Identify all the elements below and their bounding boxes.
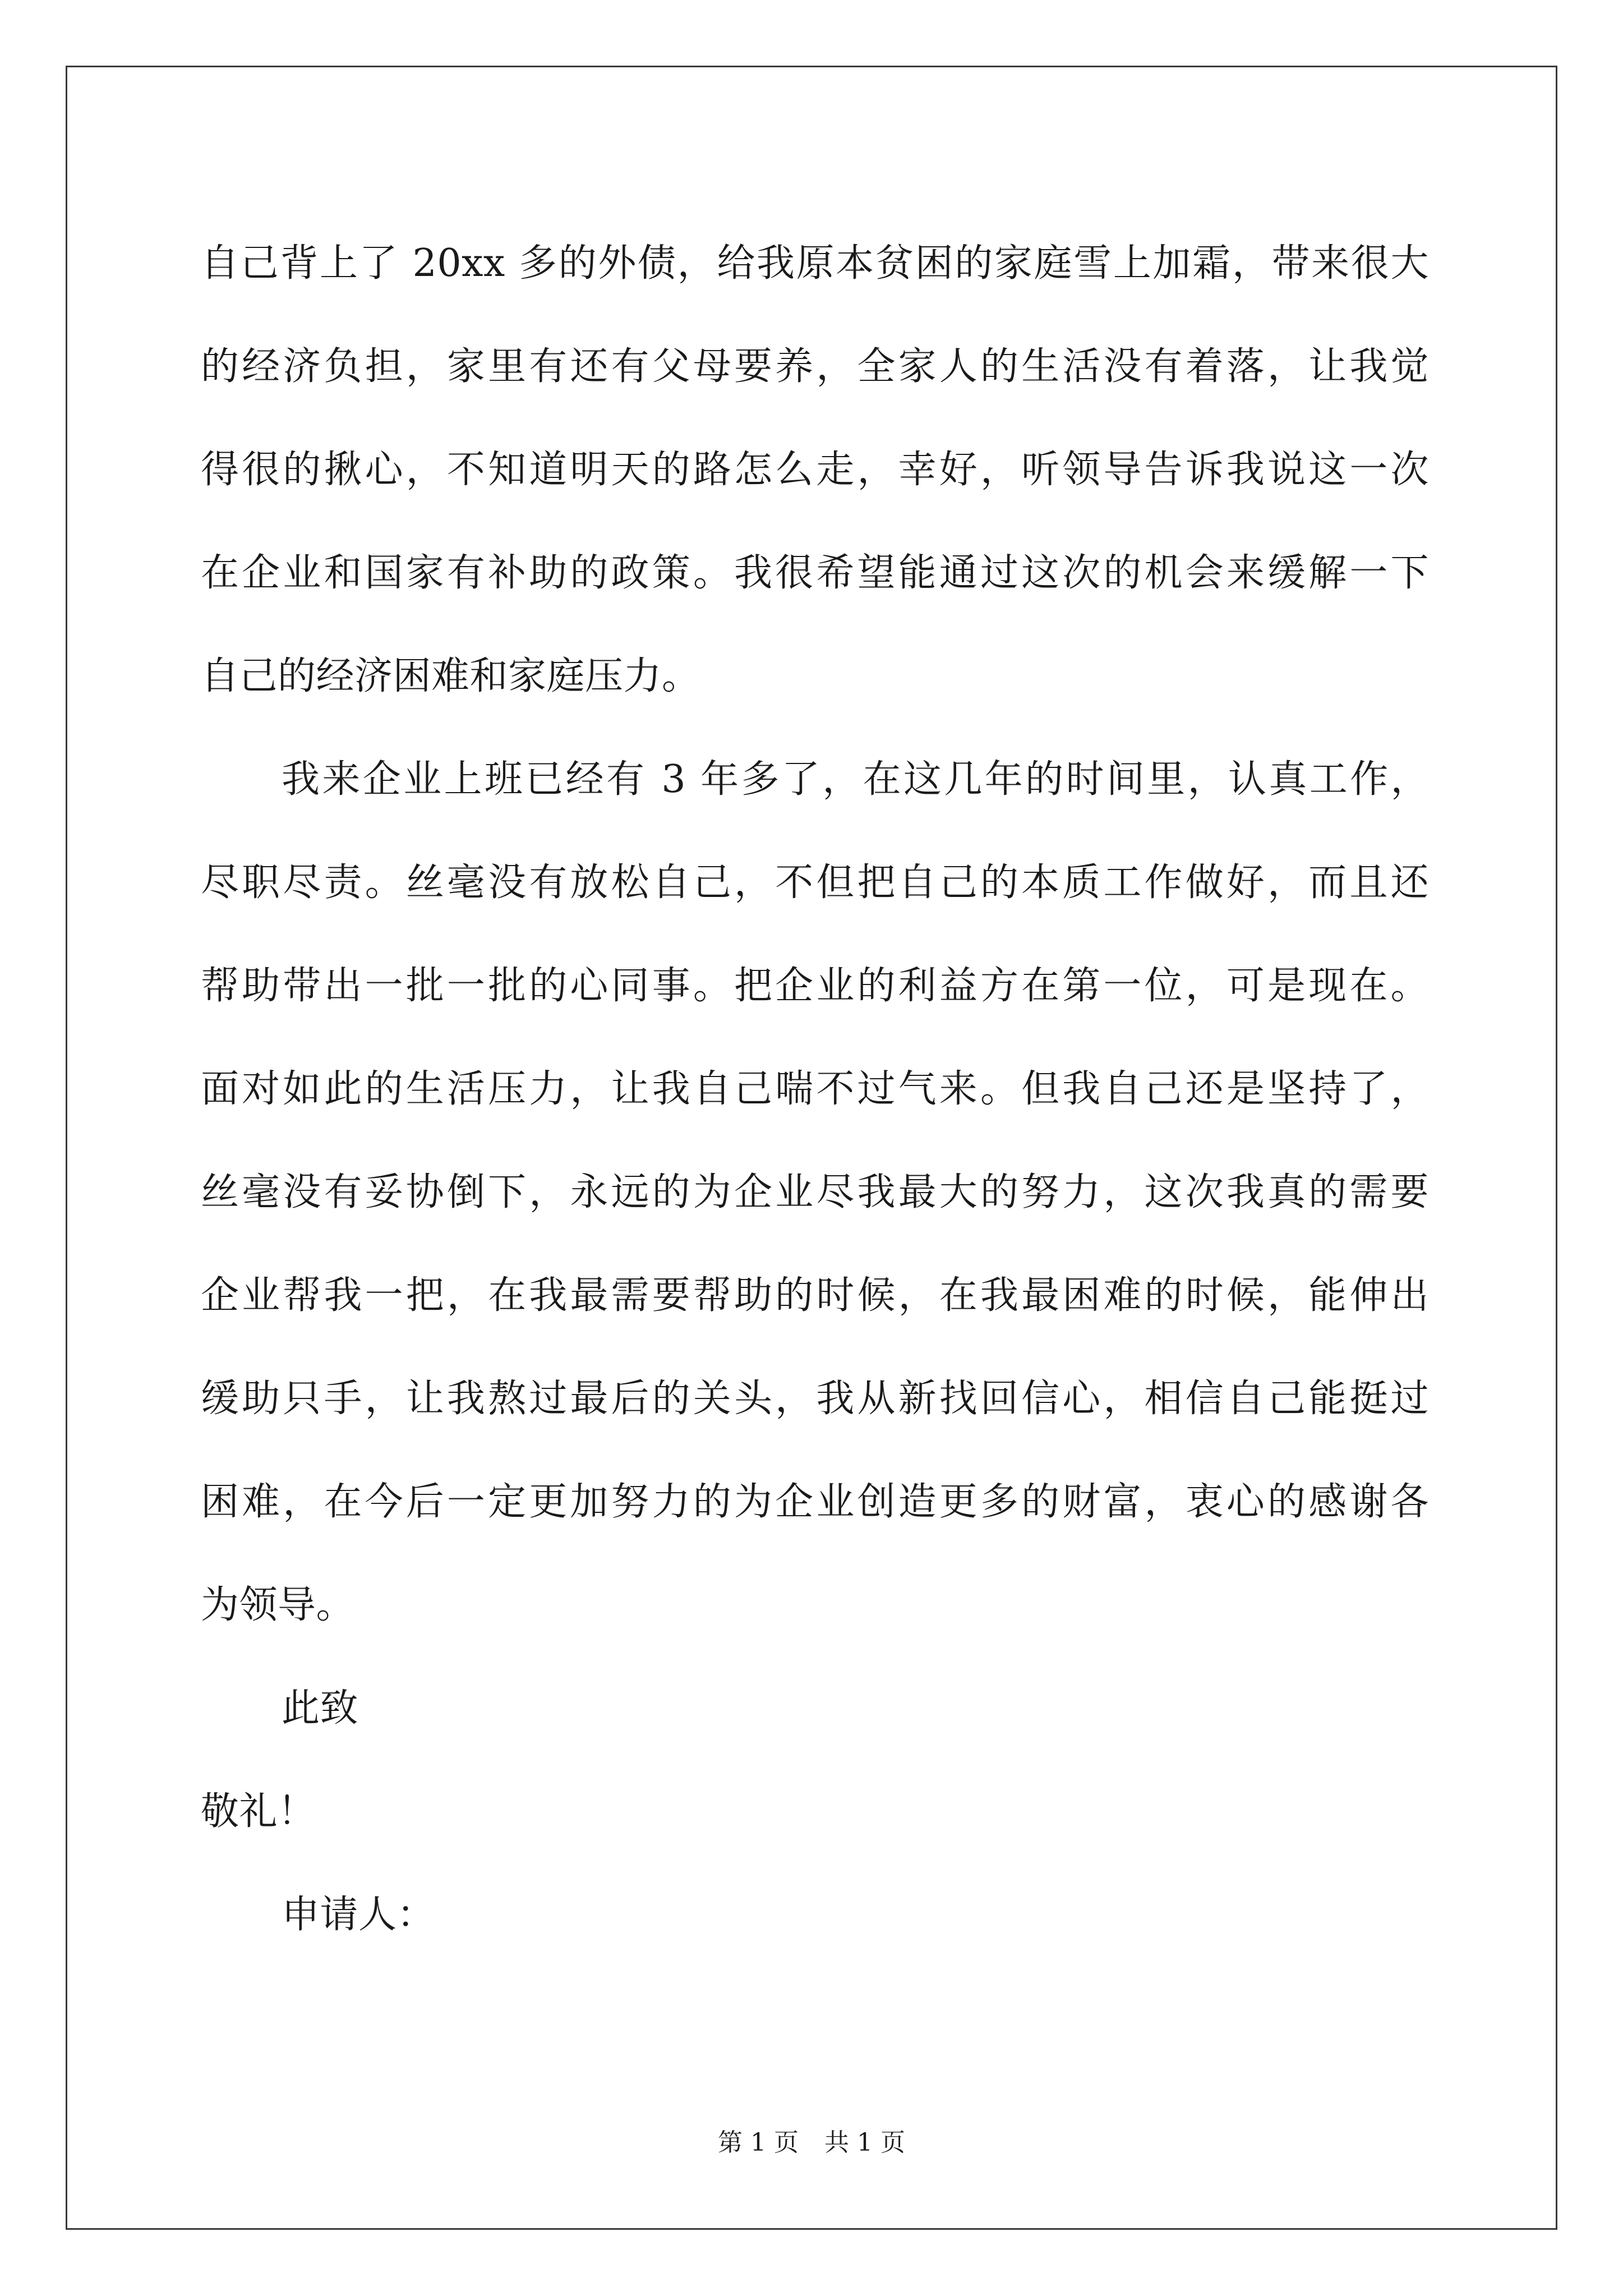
text-line: 的经济负担，家里有还有父母要养，全家人的生活没有着落，让我觉 <box>201 344 1429 389</box>
closing-regards: 敬礼！ <box>201 1789 316 1834</box>
text-line: 帮助带出一批一批的心同事。把企业的利益方在第一位，可是现在。 <box>201 964 1429 1008</box>
closing-salutation: 此致 <box>282 1686 359 1731</box>
text-line: 企业帮我一把，在我最需要帮助的时候，在我最困难的时候，能伸出 <box>201 1273 1429 1318</box>
page-total: 共 1 页 <box>824 2128 905 2157</box>
text-line: 自己的经济困难和家庭压力。 <box>201 654 700 698</box>
text-line: 丝毫没有妥协倒下，永远的为企业尽我最大的努力，这次我真的需要 <box>201 1170 1429 1214</box>
page-number: 第 1 页 <box>718 2128 799 2157</box>
text-line: 在企业和国家有补助的政策。我很希望能通过这次的机会来缓解一下 <box>201 551 1429 595</box>
applicant-signature-label: 申请人： <box>282 1893 436 1937</box>
page-footer <box>0 2126 1623 2160</box>
text-line: 为领导。 <box>201 1583 355 1627</box>
text-line: 面对如此的生活压力，让我自己喘不过气来。但我自己还是坚持了， <box>201 1067 1429 1111</box>
letter-body <box>201 212 1429 1967</box>
text-line: 困难，在今后一定更加努力的为企业创造更多的财富，衷心的感谢各 <box>201 1480 1429 1524</box>
text-line: 得很的揪心，不知道明天的路怎么走，幸好，听领导告诉我说这一次 <box>201 448 1429 492</box>
text-line: 缓助只手，让我熬过最后的关头，我从新找回信心，相信自己能挺过 <box>201 1377 1429 1421</box>
text-line: 我来企业上班已经有 3 年多了，在这几年的时间里，认真工作， <box>282 757 1429 802</box>
text-line: 自己背上了 20xx 多的外债，给我原本贫困的家庭雪上加霜，带来很大 <box>201 241 1429 286</box>
text-line: 尽职尽责。丝毫没有放松自己，不但把自己的本质工作做好，而且还 <box>201 861 1429 905</box>
